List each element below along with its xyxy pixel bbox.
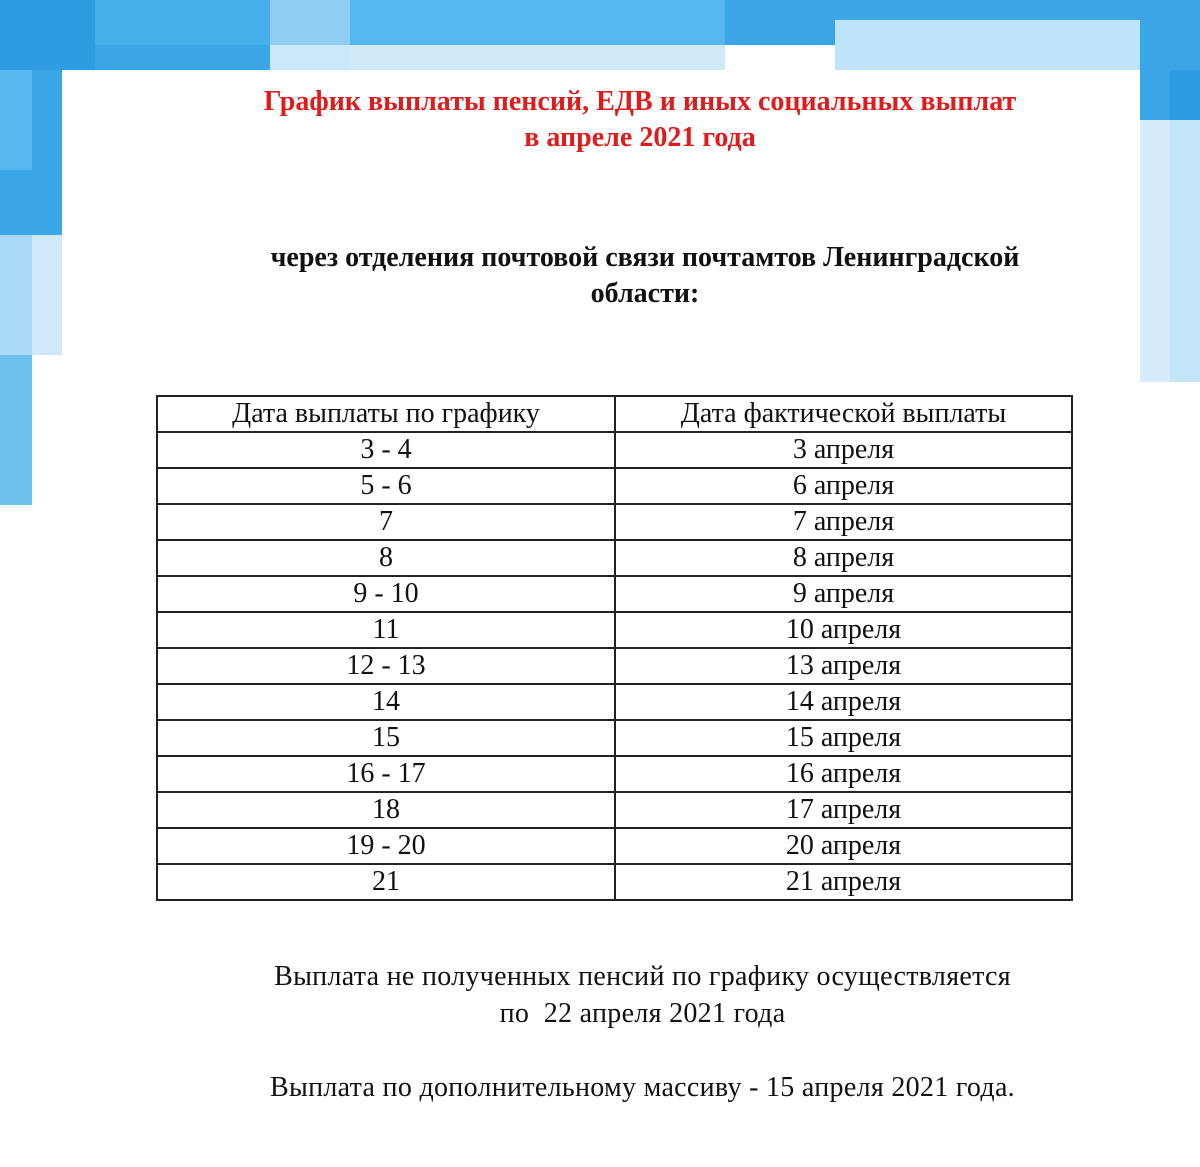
table-row [157, 648, 1072, 684]
actual-date-cell: 17 апреля [615, 792, 1072, 828]
actual-date-cell: 16 апреля [615, 756, 1072, 792]
scheduled-date-cell: 15 [157, 720, 615, 756]
table-row [157, 720, 1072, 756]
scheduled-date-cell: 14 [157, 684, 615, 720]
actual-date-cell: 6 апреля [615, 468, 1072, 504]
actual-date-cell: 15 апреля [615, 720, 1072, 756]
actual-date-cell: 7 апреля [615, 504, 1072, 540]
table-row [157, 828, 1072, 864]
scheduled-date-cell: 16 - 17 [157, 756, 615, 792]
column-header-actual-date: Дата фактической выплаты [615, 396, 1072, 432]
actual-date-cell: 10 апреля [615, 612, 1072, 648]
scheduled-date-cell: 5 - 6 [157, 468, 615, 504]
table-row [157, 864, 1072, 900]
actual-date-cell: 21 апреля [615, 864, 1072, 900]
actual-date-cell: 3 апреля [615, 432, 1072, 468]
scheduled-date-cell: 19 - 20 [157, 828, 615, 864]
table-row [157, 576, 1072, 612]
actual-date-cell: 13 апреля [615, 648, 1072, 684]
title-line-2: в апреле 2021 года [524, 122, 756, 153]
additional-array-note: Выплата по дополнительному массиву - 15 апреля 2021 года. [270, 1072, 1015, 1103]
actual-date-cell: 20 апреля [615, 828, 1072, 864]
table-row [157, 792, 1072, 828]
scheduled-date-cell: 12 - 13 [157, 648, 615, 684]
document-title [170, 84, 1110, 156]
note-1-line-2: по 22 апреля 2021 года [499, 998, 786, 1029]
table-header-row [157, 396, 1072, 432]
table-row [157, 432, 1072, 468]
scheduled-date-cell: 21 [157, 864, 615, 900]
note-1-line-1: Выплата не полученных пенсий по графику осуществляется [274, 961, 1011, 992]
table-row [157, 504, 1072, 540]
table-row [157, 468, 1072, 504]
scheduled-date-cell: 8 [157, 540, 615, 576]
scheduled-date-cell: 18 [157, 792, 615, 828]
scheduled-date-cell: 11 [157, 612, 615, 648]
table-row [157, 612, 1072, 648]
column-header-scheduled-date: Дата выплаты по графику [157, 396, 615, 432]
table-row [157, 756, 1072, 792]
scheduled-date-cell: 3 - 4 [157, 432, 615, 468]
title-line-1: График выплаты пенсий, ЕДВ и иных социальных выплат [263, 86, 1017, 117]
subtitle-line-1: через отделения почтовой связи почтамтов Ленинградской [270, 242, 1020, 273]
subtitle-line-2: области: [590, 278, 700, 309]
unpaid-pensions-note [150, 958, 1135, 1032]
document-subtitle [200, 240, 1090, 312]
scheduled-date-cell: 7 [157, 504, 615, 540]
table-row [157, 684, 1072, 720]
actual-date-cell: 8 апреля [615, 540, 1072, 576]
table-row [157, 540, 1072, 576]
scheduled-date-cell: 9 - 10 [157, 576, 615, 612]
actual-date-cell: 9 апреля [615, 576, 1072, 612]
actual-date-cell: 14 апреля [615, 684, 1072, 720]
payment-schedule-table [156, 395, 1073, 901]
